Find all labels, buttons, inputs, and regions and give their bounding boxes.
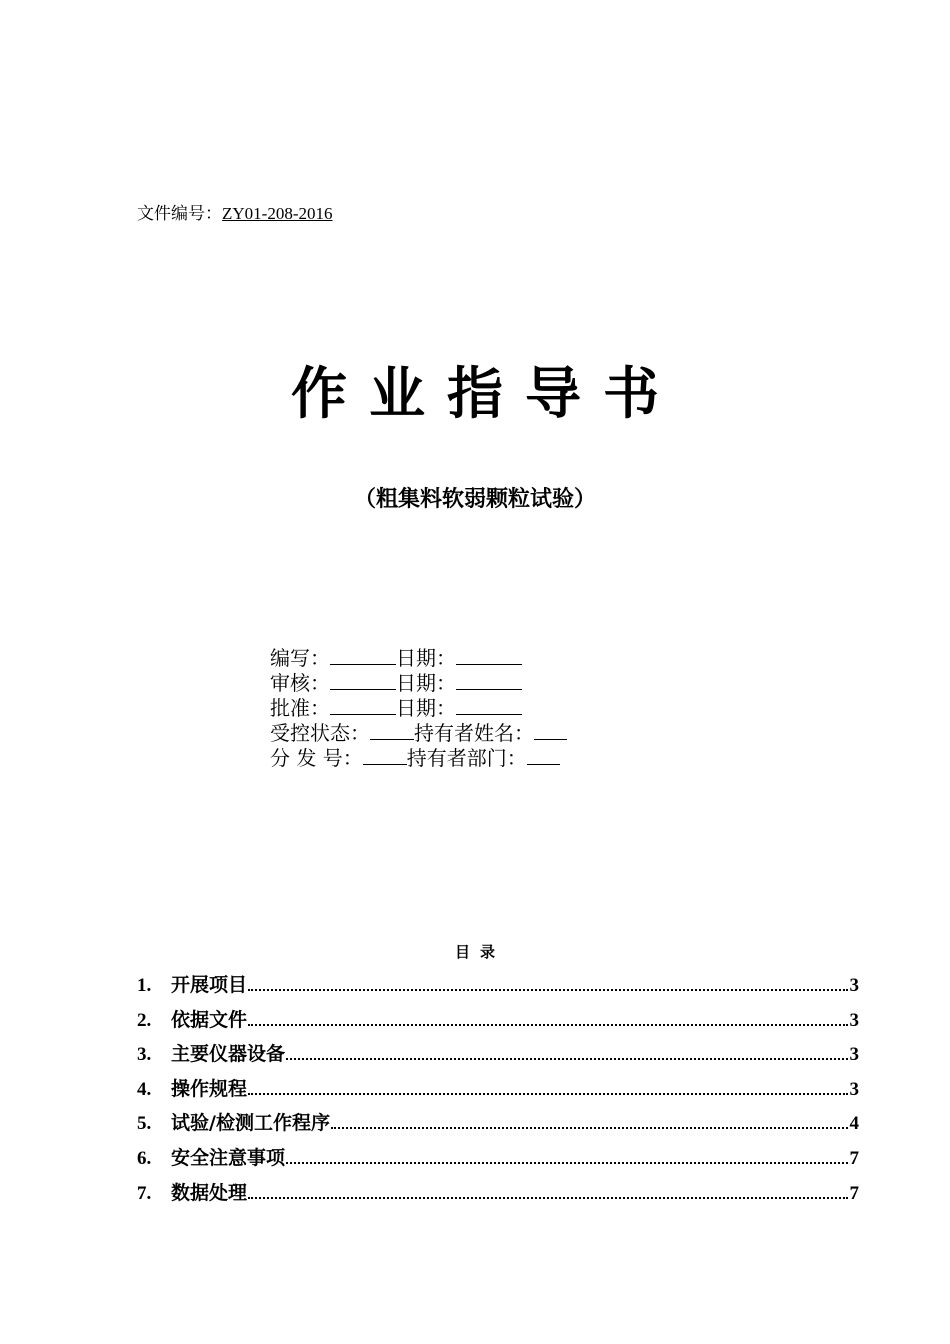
signoff-row-approve bbox=[270, 696, 567, 721]
toc-entry-number: 6. bbox=[137, 1147, 152, 1169]
signoff-label: 持有者部门： bbox=[406, 746, 527, 770]
signature-blank bbox=[330, 696, 396, 715]
toc-entry[interactable] bbox=[137, 970, 859, 1005]
status-blank bbox=[370, 721, 414, 740]
toc-leader-dots bbox=[331, 1127, 848, 1129]
document-number-label: 文件编号： bbox=[137, 204, 222, 224]
date-blank bbox=[456, 671, 522, 690]
toc-entry-number: 7. bbox=[137, 1182, 152, 1204]
toc-heading: 目录 bbox=[454, 943, 505, 961]
signoff-label: 持有者姓名： bbox=[414, 721, 534, 745]
page-title: 作业指导书 bbox=[291, 362, 681, 427]
signoff-row-control-status bbox=[270, 721, 567, 746]
toc-entry-page: 3 bbox=[849, 975, 859, 996]
toc-entry-page: 3 bbox=[849, 1044, 859, 1066]
document-number bbox=[137, 199, 332, 224]
toc-entry-page: 7 bbox=[849, 1147, 859, 1169]
toc-entry-title: 操作规程 bbox=[171, 1077, 248, 1100]
toc-entry[interactable] bbox=[137, 1005, 859, 1040]
signature-blank bbox=[330, 671, 396, 690]
toc-entry-title: 试验/检测工作程序 bbox=[171, 1112, 330, 1135]
toc-entry[interactable] bbox=[137, 1143, 859, 1178]
toc-entry-number: 3. bbox=[137, 1044, 152, 1066]
toc-leader-dots bbox=[286, 1162, 847, 1164]
signoff-label: 审核： bbox=[270, 671, 330, 695]
signoff-row-author bbox=[270, 646, 567, 671]
page-subtitle: （粗集料软弱颗粒试验） bbox=[353, 487, 596, 512]
signature-blank bbox=[330, 646, 396, 665]
toc-entry-title: 安全注意事项 bbox=[171, 1146, 286, 1169]
document-number-value: ZY01-208-2016 bbox=[222, 204, 333, 223]
signoff-label: 批准： bbox=[270, 696, 330, 720]
toc-leader-dots bbox=[248, 1197, 847, 1199]
toc-entry-number: 5. bbox=[137, 1113, 152, 1135]
toc-entry[interactable] bbox=[137, 1074, 859, 1109]
signoff-label: 日期： bbox=[396, 696, 456, 720]
toc-entry-number: 1. bbox=[137, 975, 152, 996]
toc-entry-page: 3 bbox=[849, 1078, 859, 1100]
toc-entry-page: 4 bbox=[849, 1113, 859, 1135]
toc-leader-dots bbox=[248, 1093, 847, 1095]
signoff-label: 分 发 号： bbox=[270, 746, 363, 770]
table-of-contents bbox=[137, 970, 859, 1212]
signoff-row-review bbox=[270, 671, 567, 696]
toc-entry[interactable] bbox=[137, 1108, 859, 1143]
date-blank bbox=[456, 696, 522, 715]
toc-entry-title: 依据文件 bbox=[171, 1008, 248, 1031]
signoff-label: 受控状态： bbox=[270, 721, 370, 745]
holder-department-blank bbox=[527, 746, 560, 765]
toc-entry-number: 2. bbox=[137, 1009, 152, 1031]
toc-entry[interactable] bbox=[137, 1178, 859, 1213]
toc-entry-title: 开展项目 bbox=[171, 974, 248, 996]
toc-entry-title: 数据处理 bbox=[171, 1181, 248, 1204]
toc-entry[interactable] bbox=[137, 1039, 859, 1074]
date-blank bbox=[456, 646, 522, 665]
distribution-number-blank bbox=[363, 746, 407, 765]
toc-leader-dots bbox=[248, 1024, 847, 1026]
toc-entry-title: 主要仪器设备 bbox=[171, 1043, 286, 1066]
signoff-label: 编写： bbox=[270, 646, 330, 670]
toc-entry-page: 7 bbox=[849, 1182, 859, 1204]
signoff-label: 日期： bbox=[396, 671, 456, 695]
toc-leader-dots bbox=[286, 1058, 847, 1060]
signoff-block bbox=[270, 646, 567, 771]
toc-leader-dots bbox=[248, 989, 847, 991]
toc-entry-number: 4. bbox=[137, 1078, 152, 1100]
toc-entry-page: 3 bbox=[849, 1009, 859, 1031]
signoff-row-distribution bbox=[270, 746, 567, 771]
signoff-label: 日期： bbox=[396, 646, 456, 670]
holder-name-blank bbox=[534, 721, 567, 740]
